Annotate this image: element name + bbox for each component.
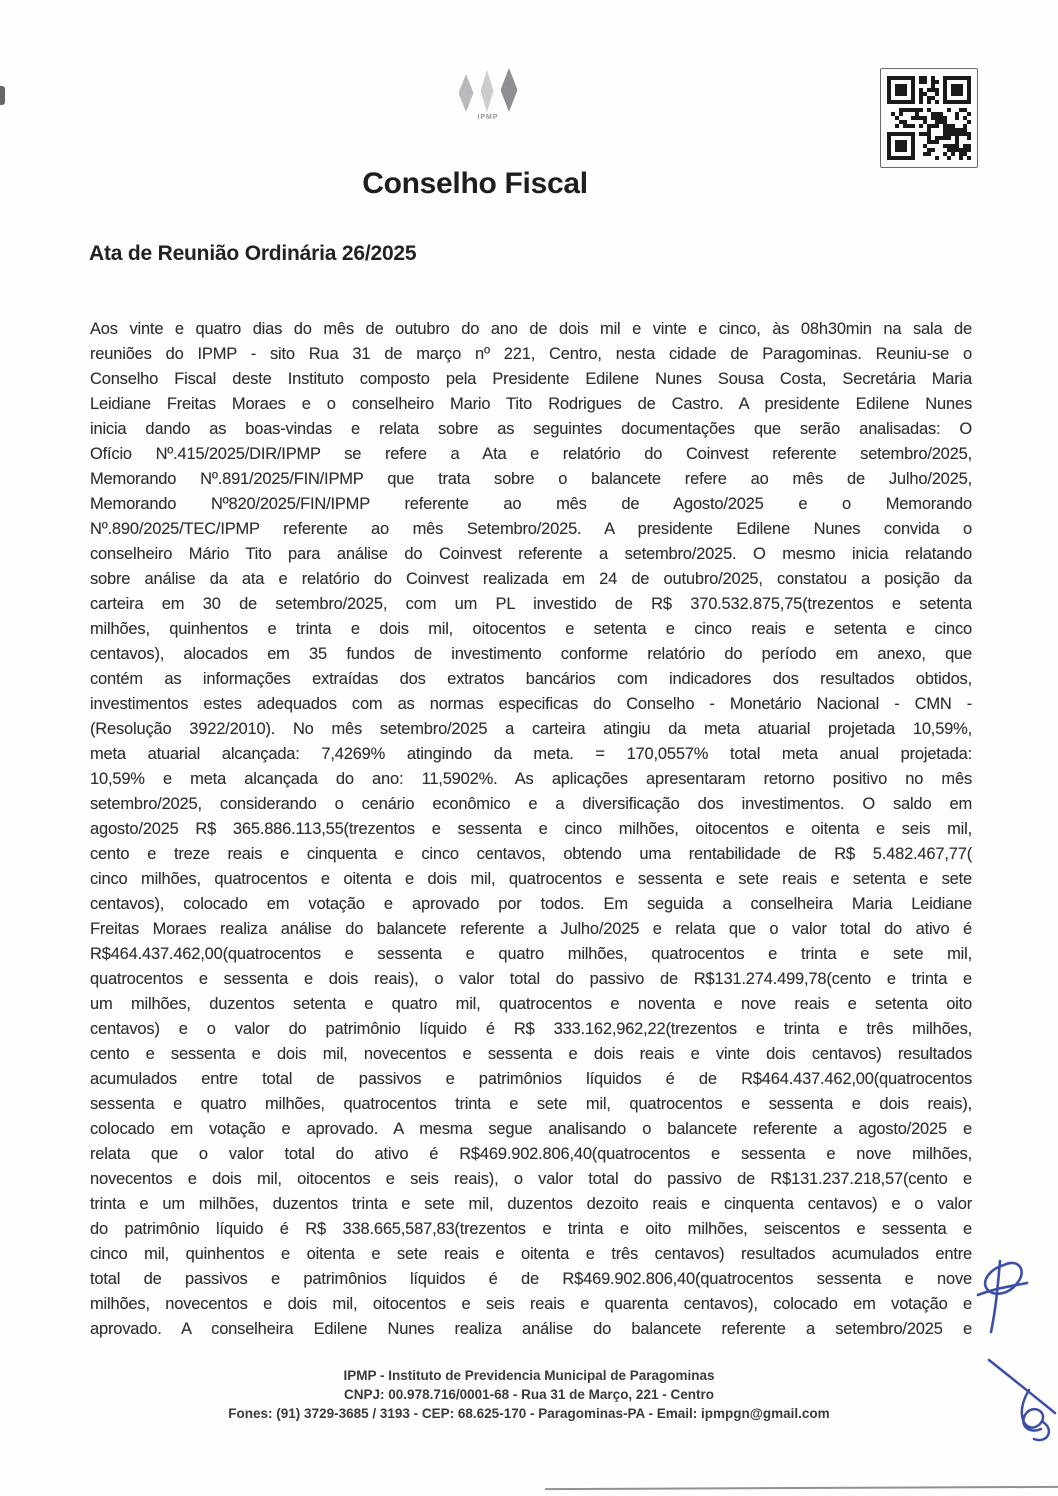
scan-bottom-line (545, 1486, 1058, 1490)
body-line: sobre análise da ata e relatório do Coinvest realizada em 24 de outubro/2025, constatou a posição da (90, 570, 972, 588)
body-line: setembro/2025, considerando o cenário econômico e a diversificação dos investimentos. O saldo em (90, 795, 972, 813)
body-line: aprovado. A conselheira Edilene Nunes realiza análise do balancete referente a setembro/2025 e (90, 1320, 972, 1338)
body-line: centavos), colocado em votação e aprovado por todos. Em seguida a conselheira Maria Leidiane (90, 895, 972, 913)
page-subtitle: Ata de Reunião Ordinária 26/2025 (89, 242, 417, 265)
body-line: milhões, novecentos e dois mil, oitocentos e seis reais e quarenta centavos), colocado em votação e (90, 1295, 972, 1313)
body-line: total de passivos e patrimônios líquidos é de R$469.902.806,40(quatrocentos sessenta e nove (90, 1270, 972, 1288)
footer-line: CNPJ: 00.978.716/0001-68 - Rua 31 de Março, 221 - Centro (344, 1387, 714, 1402)
body-line: quatrocentos e sessenta e dois reais), o valor total do passivo de R$131.274.499,78(cento e trinta e (90, 970, 972, 988)
logo-caption: IPMP (477, 114, 499, 121)
ipmp-logo-icon (456, 68, 520, 121)
body-line: sessenta e quatro milhões, quatrocentos trinta e sete mil, quatrocentos e sessenta e dois reais), (90, 1095, 972, 1113)
body-line: reuniões do IPMP - sito Rua 31 de março nº 221, Centro, nesta cidade de Paragominas. Reuniu-se o (90, 345, 972, 363)
body-line: Memorando Nº.891/2025/FIN/IPMP que trata sobre o balancete refere ao mês de Julho/2025, (90, 470, 972, 488)
body-line: Leidiane Freitas Moraes e o conselheiro Mario Tito Rodrigues de Castro. A presidente Edilene Nunes (90, 395, 972, 413)
logo-diamond-left-icon (459, 74, 474, 112)
page-title: Conselho Fiscal (362, 167, 588, 200)
body-line: carteira em 30 de setembro/2025, com um PL investido de R$ 370.532.875,75(trezentos e setenta (90, 595, 972, 613)
logo-diamond-right-icon (501, 68, 518, 112)
scan-edge-mark (0, 86, 5, 105)
body-line: relata que o valor total do ativo é R$469.902.806,40(quatrocentos e sessenta e nove milhões, (90, 1145, 972, 1163)
signature-rubric-upper-icon (973, 1256, 1035, 1340)
document-footer (0, 1366, 1058, 1423)
document-body (90, 317, 972, 1342)
body-line: cento e sessenta e dois mil, novecentos e sessenta e dois reais e vinte dois centavos) resultados (90, 1045, 972, 1063)
body-line: (Resolução 3922/2010). No mês setembro/2025 a carteira atingiu da meta atuarial projetada 10,59%, (90, 720, 972, 738)
body-line: novecentos e dois mil, oitocentos e seis reais), o valor total do passivo de R$131.237.218,57(cento e (90, 1170, 972, 1188)
logo-diamond-middle-icon (481, 70, 494, 112)
body-line: agosto/2025 R$ 365.886.113,55(trezentos e sessenta e cinco milhões, oitocentos e oitenta e seis mil, (90, 820, 972, 838)
body-line: cinco mil, quinhentos e oitenta e sete reais e oitenta e três centavos) resultados acumulados entre (90, 1245, 972, 1263)
body-line: do patrimônio líquido é R$ 338.665,587,83(trezentos e trinta e oito milhões, seiscentos e sessenta e (90, 1220, 972, 1238)
body-line: 10,59% e meta alcançada do ano: 11,5902%. As aplicações apresentaram retorno positivo no mês (90, 770, 972, 788)
body-line: Conselho Fiscal deste Instituto composto pela Presidente Edilene Nunes Sousa Costa, Secretária Maria (90, 370, 972, 388)
qr-code-pattern-icon (887, 76, 971, 160)
body-line: acumulados entre total de passivos e patrimônios líquidos é de R$464.437.462,00(quatrocentos (90, 1070, 972, 1088)
body-line: Nº.890/2025/TEC/IPMP referente ao mês Setembro/2025. A presidente Edilene Nunes convida o (90, 520, 972, 538)
signature-rubric-lower-icon (983, 1350, 1058, 1448)
body-line: inicia dando as boas-vindas e relata sobre as seguintes documentações que serão analisadas: O (90, 420, 972, 438)
body-line: colocado em votação e aprovado. A mesma segue analisando o balancete referente a agosto/2025 e (90, 1120, 972, 1138)
body-line: Ofício Nº.415/2025/DIR/IPMP se refere a Ata e relatório do Coinvest referente setembro/2025, (90, 445, 972, 463)
body-line: milhões, quinhentos e trinta e dois mil, oitocentos e setenta e cinco reais e setenta e cinco (90, 620, 972, 638)
body-line: contém as informações extraídas dos extratos bancários com indicadores dos resultados obtidos, (90, 670, 972, 688)
body-line: conselheiro Mário Tito para análise do Coinvest referente a setembro/2025. O mesmo inicia relatando (90, 545, 972, 563)
body-line: centavos), alocados em 35 fundos de investimento conforme relatório do período em anexo, que (90, 645, 972, 663)
body-line: centavos) e o valor do patrimônio líquido é R$ 333.162,962,22(trezentos e trinta e três milhões, (90, 1020, 972, 1038)
body-line: cinco milhões, quatrocentos e oitenta e dois mil, quatrocentos e sessenta e sete reais e setenta e sete (90, 870, 972, 888)
footer-line: IPMP - Instituto de Previdencia Municipal de Paragominas (343, 1368, 715, 1383)
footer-line: Fones: (91) 3729-3685 / 3193 - CEP: 68.625-170 - Paragominas-PA - Email: ipmpgn@gmail.com (228, 1406, 830, 1421)
body-line: trinta e um milhões, duzentos trinta e sete mil, duzentos dezoito reais e cinquenta centavos) e o valor (90, 1195, 972, 1213)
qr-code-icon (880, 68, 978, 168)
body-line: investimentos estes adequados com as normas especificas do Conselho - Monetário Nacional - CMN - (90, 695, 972, 713)
body-line: um milhões, duzentos setenta e quatro mil, quatrocentos e noventa e nove reais e setenta oito (90, 995, 972, 1013)
body-line: Memorando Nº820/2025/FIN/IPMP referente ao mês de Agosto/2025 e o Memorando (90, 495, 972, 513)
body-line: R$464.437.462,00(quatrocentos e sessenta e quatro milhões, quatrocentos e trinta e sete mil, (90, 945, 972, 963)
body-line: cento e treze reais e cinquenta e cinco centavos, obtendo uma rentabilidade de R$ 5.482.467,77( (90, 845, 972, 863)
logo-diamonds-icon (456, 68, 520, 112)
body-line: meta atuarial alcançada: 7,4269% atingindo da meta. = 170,0557% total meta anual projetada: (90, 745, 972, 763)
body-line: Aos vinte e quatro dias do mês de outubro do ano de dois mil e vinte e cinco, às 08h30min na sala de (90, 320, 972, 338)
body-line: Freitas Moraes realiza análise do balancete referente a Julho/2025 e relata que o valor total do ativo é (90, 920, 972, 938)
